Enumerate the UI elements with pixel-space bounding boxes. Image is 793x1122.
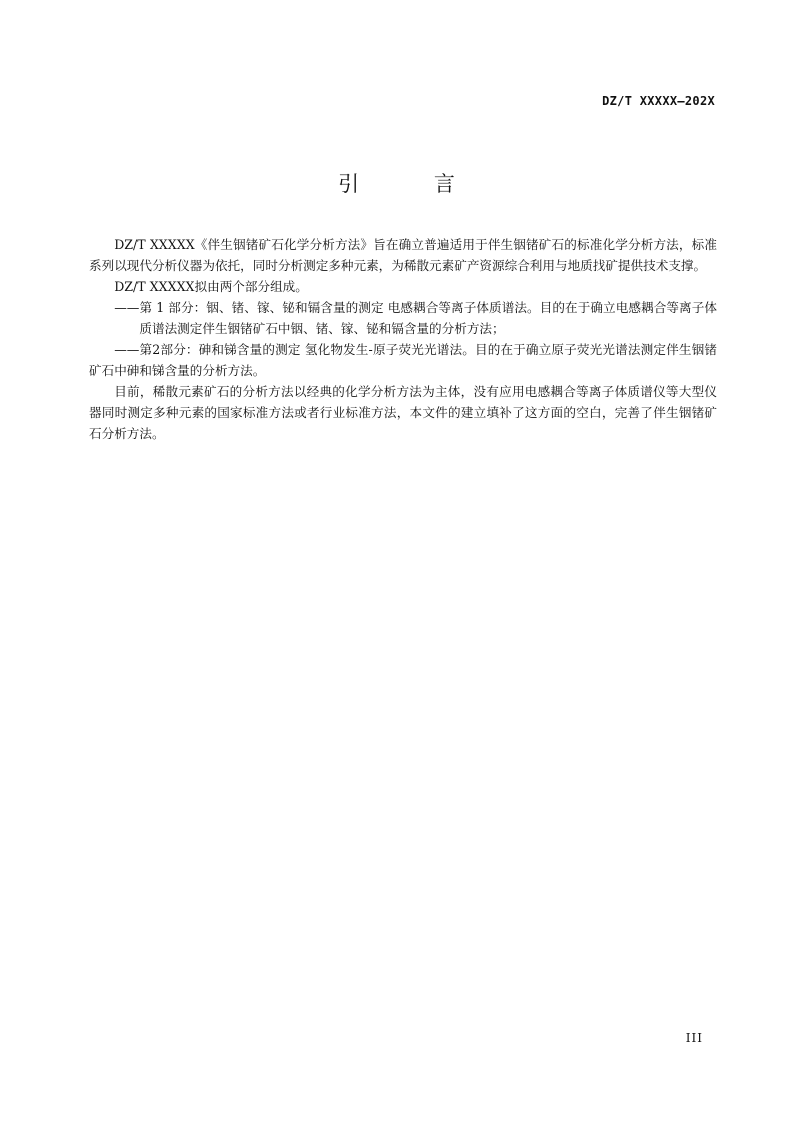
paragraph-intro: DZ/T XXXXX《伴生铟锗矿石化学分析方法》旨在确立普遍适用于伴生铟锗矿石的标准化学分析方法，标准系列以现代分析仪器为依托，同时分析测定多种元素，为稀散元素矿产资源综合利用与地质找矿提供技术支撑。 — [89, 237, 717, 273]
standard-code: DZ/T XXXXX—202X — [602, 94, 715, 108]
paragraph-parts: DZ/T XXXXX拟由两个部分组成。 — [114, 279, 308, 294]
paragraph-background: 目前，稀散元素矿石的分析方法以经典的化学分析方法为主体，没有应用电感耦合等离子体质谱仪等大型仪器同时测定多种元素的国家标准方法或者行业标准方法，本文件的建立填补了这方面的空白，完善了伴生铟锗矿石分析方法。 — [89, 384, 717, 441]
page-title: 引 言 — [338, 172, 489, 196]
page-number: III — [685, 1031, 703, 1045]
list-item-part-1: ——第 1 部分：铟、锗、镓、铋和镉含量的测定 电感耦合等离子体质谱法。目的在于确立电感耦合等离子体质谱法测定伴生铟锗矿石中铟、锗、镓、铋和镉含量的分析方法； — [114, 300, 717, 336]
document-body — [89, 234, 717, 444]
list-item-part-2: ——第2部分：砷和锑含量的测定 氢化物发生-原子荧光光谱法。目的在于确立原子荧光光谱法测定伴生铟锗矿石中砷和锑含量的分析方法。 — [89, 342, 717, 378]
